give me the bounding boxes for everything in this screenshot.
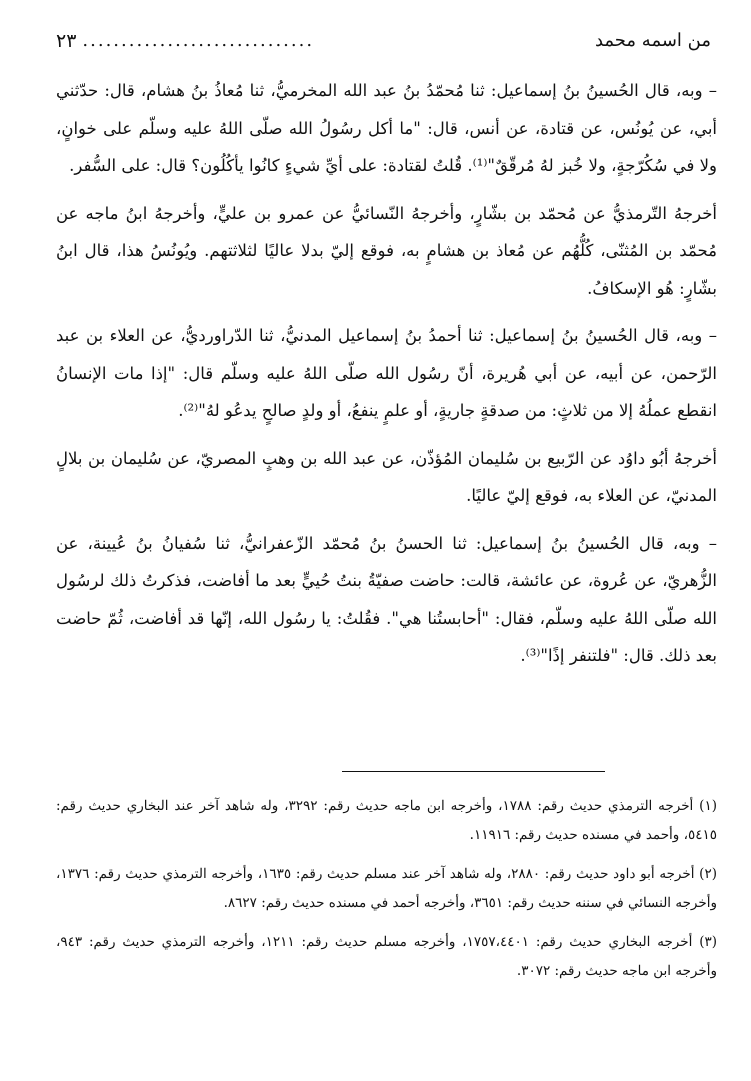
footnotes bbox=[56, 792, 717, 996]
paragraph-hadith-1: – وبه، قال الحُسينُ بنُ إسماعيل: ثنا مُحمّدُ بنُ عبد الله المخرميُّ، ثنا مُعاذُ بنُ هشام، قال: حدّثني أبي، عن يُونُس، عن قتادة، عن أنس، قال: "ما أكل رسُولُ الله صلّى اللهُ عليه وسلّم على خوانٍ، ولا في سُكُرّجةٍ، ولا خُبز لهُ مُرقّقٌ"⁽¹⁾. قُلتُ لقتادة: على أيِّ شيءٍ كانُوا يأكُلُون؟ قال: على السُّفر. bbox=[56, 81, 717, 175]
footnote-2: (٢) أخرجه أبو داود حديث رقم: ٢٨٨٠، وله شاهد آخر عند مسلم حديث رقم: ١٦٣٥، وأخرجه الترمذي حديث رقم: ١٣٧٦، وأخرجه النسائي في سننه حديث رقم: ٣٦٥١، وأخرجه أحمد في مسنده حديث رقم: ٨٦٢٧. bbox=[56, 866, 717, 911]
page-number: ٢٣ bbox=[56, 30, 77, 52]
footnote-3: (٣) أخرجه البخاري حديث رقم: ١٧٥٧،٤٤٠١، وأخرجه مسلم حديث رقم: ١٢١١، وأخرجه الترمذي حديث رقم: ٩٤٣، وأخرجه ابن ماجه حديث رقم: ٣٠٧٢. bbox=[56, 934, 718, 979]
footnote-1: (١) أخرجه الترمذي حديث رقم: ١٧٨٨، وأخرجه ابن ماجه حديث رقم: ٣٢٩٢، وله شاهد آخر عند البخاري حديث رقم: ٥٤١٥، وأحمد في مسنده حديث رقم: ١١٩١٦. bbox=[56, 798, 717, 843]
paragraph-hadith-3: – وبه، قال الحُسينُ بنُ إسماعيل: ثنا الحسنُ بنُ مُحمّد الزّعفرانيُّ، ثنا سُفيانُ بنُ عُيينة، عن الزُّهريّ، عن عُروة، عن عائشة، قالت: حاضت صفيّةُ بنتُ حُييٍّ بعد ما أفاضت، فذكرتُ ذلك لرسُول الله صلّى اللهُ عليه وسلّم، فقال: "أحابستُنا هي". فقُلتُ: يا رسُول الله، إنّها قد أفاضت، ثُمّ حاضت بعد ذلك. قال: "فلتنفر إذًا"⁽³⁾. bbox=[56, 533, 717, 665]
paragraph-takhrij-2: أخرجهُ أبُو داوُد عن الرّبيع بن سُليمان المُؤذّن، عن عبد الله بن وهبٍ المصريّ، عن سُليمان بن بلالٍ المدنيّ، عن العلاء به، فوقع إليّ عاليًا. bbox=[56, 448, 717, 505]
paragraph-takhrij-1: أخرجهُ التّرمذيُّ عن مُحمّد بن بشّارٍ، وأخرجهُ النّسائيُّ عن عمرو بن عليٍّ، وأخرجهُ ابنُ ماجه عن مُحمّد بن المُثنّى، كُلُّهُم عن مُعاذ بن هشامٍ به، فوقع إليّ بدلا عاليًا لثلاثتهم. ويُونُسُ هذا، قال ابنُ بشّارٍ: هُو الإسكافُ. bbox=[56, 203, 717, 298]
main-text bbox=[56, 72, 717, 675]
footnote-separator bbox=[342, 771, 605, 772]
header-leader-dots: .............................. bbox=[82, 30, 315, 51]
paragraph-hadith-2: – وبه، قال الحُسينُ بنُ إسماعيل: ثنا أحمدُ بنُ إسماعيل المدنيُّ، ثنا الدّراورديُّ، عن العلاء بن عبد الرّحمن، عن أبيه، عن أبي هُريرة، أنّ رسُول الله صلّى اللهُ عليه وسلّم قال: "إذا مات الإنسانُ انقطع عملُهُ إلا من ثلاثٍ: من صدقةٍ جاريةٍ، أو علمٍ ينفعُ، أو ولدٍ صالحٍ يدعُو لهُ"⁽²⁾. bbox=[56, 326, 717, 420]
header-title: من اسمه محمد bbox=[594, 30, 711, 51]
running-header bbox=[56, 26, 711, 56]
